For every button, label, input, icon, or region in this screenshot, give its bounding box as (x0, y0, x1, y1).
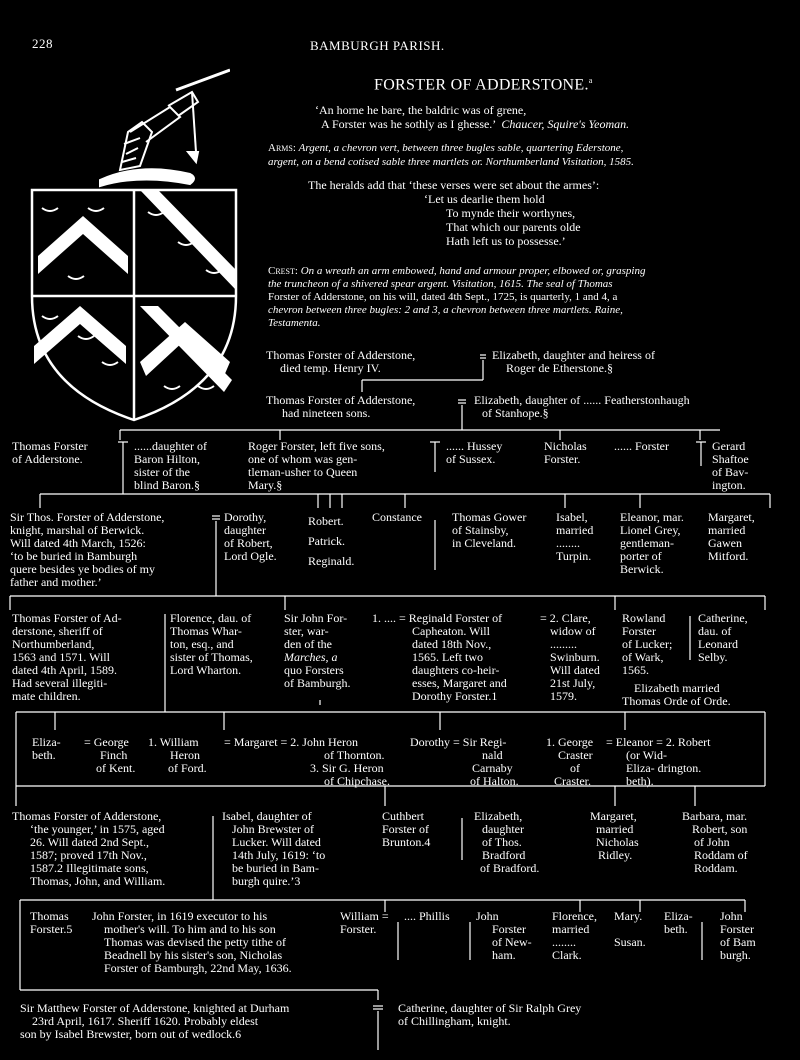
spouse-elizabeth-etherstone (492, 349, 655, 375)
entry-line: died temp. Henry IV. (280, 361, 381, 375)
entry-line: Eliza- (32, 735, 61, 749)
entry-line: porter of (620, 549, 662, 563)
entry-line: esses, Margaret and (412, 676, 507, 690)
entry-line: Forster (492, 922, 526, 936)
gen7-isabel-brewster (222, 810, 325, 888)
entry-line: Thomas Forster of Ad- (12, 611, 122, 625)
entry-line: dau. of (698, 624, 732, 638)
entry-line: = Eleanor = 2. Robert (606, 735, 711, 749)
entry-line: of (570, 761, 580, 775)
entry-line: of Stanhope.§ (482, 406, 549, 420)
entry-line: Reginald. (308, 554, 355, 568)
entry-line: ‘to be buried in Bamburgh (10, 549, 138, 563)
entry-line: 1565. (622, 663, 649, 677)
gen6-margaret-heron (224, 736, 390, 788)
entry-line: Elizabeth married (634, 681, 720, 695)
entry-line: Ridley. (598, 848, 633, 862)
entry-line: quo Forsters (284, 663, 344, 677)
verse-line: That which our parents olde (446, 220, 581, 234)
entry-line: of Lucker; (622, 637, 673, 651)
entry-line: of Adderstone. (12, 452, 83, 466)
entry-line: Forster.5 (30, 922, 73, 936)
entry-line: Catherine, (698, 611, 748, 625)
entry-line: 1. .... = Reginald Forster of (372, 611, 503, 625)
entry-line: Nicholas (544, 439, 587, 453)
gen5-clare (540, 612, 600, 703)
gen4-constance (372, 511, 422, 524)
entry-line: Dorothy, (224, 510, 267, 524)
entry-line: Forster. (340, 922, 377, 936)
entry-line: Roger Forster, left five sons, (248, 439, 385, 453)
entry-line: Cuthbert (382, 809, 424, 823)
gen6-dorothy-carnaby (410, 736, 519, 788)
entry-line: gentleman- (620, 536, 674, 550)
entry-line: Patrick. (308, 534, 345, 548)
entry-line: Sir John For- (284, 611, 348, 625)
entry-line: Roger de Etherstone.§ (506, 361, 613, 375)
entry-line: mate children. (12, 689, 81, 703)
entry-line: Thomas was devised the petty tithe of (104, 935, 286, 949)
entry-line: Lucker. Will dated (232, 835, 321, 849)
crest-line: Forster of Adderstone, on his will, dated 4th Sept., 1725, is quarterly, 1 and 4, a (268, 291, 618, 303)
entry-line: Will dated (550, 663, 600, 677)
gen7-margaret-ridley (590, 810, 639, 862)
person-thomas-forster-gen2 (266, 394, 415, 420)
arms-text: Argent, a chevron vert, between three bugles sable, quartering Ederstone, (298, 142, 624, 154)
entry-line: in Cleveland. (452, 536, 516, 550)
crest-line: chevron between three bugles: 2 and 3, a chevron between three martlets. Raine, (268, 304, 623, 316)
gen4-thomas-gower (452, 511, 526, 550)
entry-line: 1587.2 Illegitimate sons, (30, 861, 149, 875)
entry-line: one of whom was gen- (248, 452, 358, 466)
entry-line: Margaret, (708, 510, 755, 524)
entry-line: John (476, 909, 499, 923)
entry-line: Forster of (382, 822, 429, 836)
gen9-sir-matthew-forster (20, 1002, 289, 1041)
entry-line: knight, marshal of Berwick. (10, 523, 145, 537)
entry-line: father and mother.’ (10, 575, 102, 589)
entry-line: Elizabeth, daughter of ...... Featherstonhaugh (474, 393, 690, 407)
entry-line: John (720, 909, 743, 923)
entry-line: Had several illegiti- (12, 676, 108, 690)
entry-line: burgh. (720, 948, 751, 962)
page-number: 228 (32, 36, 53, 51)
entry-line: 23rd April, 1617. Sheriff 1620. Probably eldest (32, 1014, 259, 1028)
entry-line: den of the (284, 637, 332, 651)
entry-line: Isabel, (556, 510, 588, 524)
entry-line: = 2. Clare, (540, 611, 591, 625)
entry-line: Roddam. (694, 861, 738, 875)
gen4-dorothy-ogle (224, 511, 277, 563)
crest-line: the truncheon of a shivered spear argent. Visitation, 1615. The seal of Thomas (268, 278, 613, 290)
entry-line: nald (482, 748, 503, 762)
entry-line: be buried in Bam- (232, 861, 319, 875)
entry-line: 1565. Left two (412, 650, 483, 664)
crest-line: Testamenta. (268, 317, 321, 329)
title-text: FORSTER OF ADDERSTONE. (374, 76, 589, 94)
entry-line: Elizabeth, (474, 809, 523, 823)
entry-line: Margaret, (590, 809, 637, 823)
entry-line: daughters co-heir- (412, 663, 500, 677)
gen6-george-craster (546, 736, 593, 788)
entry-line: Craster (558, 748, 593, 762)
verse-line: ‘Let us dearlie them hold (424, 192, 545, 206)
entry-line: Dorothy Forster.1 (412, 689, 498, 703)
gen5-florence-wharton (170, 612, 253, 677)
entry-line: of Bam (720, 935, 756, 949)
gen7-elizabeth-bradford (474, 810, 539, 875)
entry-line: Mitford. (708, 549, 749, 563)
entry-line: Forster of Bamburgh, 22nd May, 1636. (104, 961, 292, 975)
entry-line: married (556, 523, 594, 537)
entry-line: Berwick. (620, 562, 664, 576)
title-footnote: a (588, 76, 593, 85)
crest-text: On a wreath an arm embowed, hand and armour proper, elbowed or, grasping (300, 265, 646, 277)
entry-line: of Chipchase. (324, 774, 390, 788)
entry-line: of Sussex. (446, 452, 496, 466)
entry-line: of Bradford. (480, 861, 540, 875)
entry-line: Thomas Forster (12, 439, 88, 453)
entry-line: Dorothy = Sir Regi- (410, 735, 507, 749)
entry-line: Thomas (30, 909, 69, 923)
gen5-catherine-selby (698, 612, 748, 664)
gen5-elizabeth-orde (622, 682, 731, 708)
entry-line: Florence, dau. of (170, 611, 252, 625)
gen4-eleanor (620, 511, 684, 576)
entry-line: 1579. (550, 689, 577, 703)
entry-line: ........ (556, 536, 580, 550)
entry-line: Clark. (552, 948, 582, 962)
entry-line: 14th July, 1619: ‘to (232, 848, 326, 862)
entry-line: dated 4th April, 1589. (12, 663, 117, 677)
gen8-john-forster-newham (476, 910, 532, 962)
entry-line: of Halton. (470, 774, 519, 788)
entry-line: daughter (224, 523, 266, 537)
entry-line: of Kent. (96, 761, 136, 775)
entry-line: Shaftoe (712, 452, 749, 466)
entry-line: Lord Wharton. (170, 663, 242, 677)
entry-line: of Thornton. (324, 748, 385, 762)
entry-line: Isabel, daughter of (222, 809, 312, 823)
heralds-intro: The heralds add that ‘these verses were set about the armes’: (308, 178, 600, 192)
entry-line: burgh quire.’3 (232, 874, 301, 888)
entry-line: Gerard (712, 439, 746, 453)
entry-line: Susan. (614, 935, 646, 949)
entry-line: Swinburn. (550, 650, 600, 664)
verse-line: To mynde their worthynes, (446, 206, 576, 220)
gen8-mary-susan (614, 910, 646, 949)
entry-line: Robert, son (692, 822, 748, 836)
entry-line: of Robert, (224, 536, 273, 550)
gen7-barbara-roddam (682, 810, 748, 875)
entry-line: of Bav- (712, 465, 749, 479)
entry-line: had nineteen sons. (282, 406, 371, 420)
gen6-william-heron (148, 736, 207, 775)
gen8-thomas-forster (30, 910, 72, 936)
entry-line: Mary. (614, 909, 643, 923)
entry-line: of Wark, (622, 650, 664, 664)
gen3-roger-forster (248, 440, 385, 492)
entry-line: of Stainsby, (452, 523, 509, 537)
entry-line: ......daughter of (134, 439, 207, 453)
entry-line: Eliza- drington. (626, 761, 702, 775)
entry-line: ...... Hussey (446, 439, 503, 453)
gen4-brothers (308, 511, 354, 571)
entry-line: Thomas Forster of Adderstone, (12, 809, 162, 823)
gen7-thomas-forster-younger (12, 810, 165, 888)
gen8-florence-clark (552, 910, 597, 962)
entry-line: quere besides ye bodies of my (10, 562, 155, 576)
gen5-rowland-forster (622, 612, 672, 677)
arms-label: Arms: (268, 142, 296, 154)
entry-line: Selby. (698, 650, 728, 664)
gen8-phillis (404, 910, 450, 923)
entry-line: Will dated 4th March, 1526: (10, 536, 146, 550)
gen5-sir-john-forster (284, 612, 350, 690)
gen8-elizabeth (664, 910, 693, 936)
entry-line: Robert. (308, 514, 344, 528)
entry-line: ster, war- (284, 624, 329, 638)
entry-line: Elizabeth, daughter and heiress of (492, 348, 655, 362)
verse-line: Hath left us to possesse.’ (446, 234, 566, 248)
gen5-thomas-forster-sheriff (12, 612, 122, 703)
entry-line: ‘the younger,’ in 1575, aged (30, 822, 165, 836)
entry-line: Thomas Gower (452, 510, 527, 524)
gen8-john-forster-bamburgh (720, 910, 756, 962)
entry-line: Sir Thos. Forster of Adderstone, (10, 510, 165, 524)
entry-line: of New- (492, 935, 532, 949)
entry-line: Thomas Forster of Adderstone, (266, 348, 416, 362)
entry-line: married (708, 523, 746, 537)
epigraph-source: Chaucer, Squire's Yeoman. (501, 117, 630, 131)
entry-line: derstone, sheriff of (12, 624, 103, 638)
entry-line: John Forster, in 1619 executor to his (92, 909, 268, 923)
entry-line: Thomas Orde of Orde. (622, 694, 731, 708)
entry-line: Catherine, daughter of Sir Ralph Grey (398, 1001, 582, 1015)
entry-line: of Thos. (482, 835, 522, 849)
entry-line: Eliza- (664, 909, 693, 923)
entry-line: Marches, a (284, 650, 338, 664)
entry-line: Baron Hilton, (134, 452, 200, 466)
entry-line: ington. (712, 478, 746, 492)
entry-line: Northumberland, (12, 637, 95, 651)
entry-line: = George (84, 735, 129, 749)
crest-label: Crest: (268, 265, 298, 277)
gen9-catherine-grey (398, 1002, 581, 1028)
gen3-gerard-shaftoe (712, 440, 749, 492)
gen3-forster (614, 440, 669, 453)
entry-line: Leonard (698, 637, 738, 651)
entry-line: Finch (100, 748, 128, 762)
spouse-elizabeth-featherstonhaugh (474, 394, 690, 420)
gen6-elizabeth (32, 736, 61, 762)
gen3-hussey (446, 440, 502, 466)
entry-line: Carnaby (472, 761, 513, 775)
entry-line: mother's will. To him and to his son (104, 922, 276, 936)
gen5-reginald-forster (372, 612, 507, 703)
entry-line: Eleanor, mar. (620, 510, 684, 524)
entry-line: daughter (482, 822, 524, 836)
entry-line: sister of Thomas, (170, 650, 253, 664)
entry-line: Capheaton. Will (412, 624, 490, 638)
entry-line: William = (340, 909, 389, 923)
running-head: BAMBURGH PARISH. (310, 38, 445, 53)
entry-line: 1563 and 1571. Will (12, 650, 110, 664)
gen6-george-finch (84, 736, 135, 775)
entry-line: beth. (664, 922, 688, 936)
entry-line: of John (694, 835, 730, 849)
entry-line: Beadnell by his sister's son, Nicholas (104, 948, 283, 962)
entry-line: ham. (492, 948, 516, 962)
entry-line: Mary.§ (248, 478, 283, 492)
entry-line: Bradford (482, 848, 526, 862)
entry-line: of Ford. (168, 761, 207, 775)
gen3-daughter-baron-hilton (134, 440, 207, 492)
entry-line: beth. (32, 748, 56, 762)
arms-line-2: argent, on a bend cotised sable three martlets or. Northumberland Visitation, 1585. (268, 156, 634, 168)
entry-line: Gawen (708, 536, 742, 550)
entry-line: sister of the (134, 465, 190, 479)
entry-line: Sir Matthew Forster of Adderstone, knighted at Durham (20, 1001, 290, 1015)
entry-line: 1587; proved 17th Nov., (30, 848, 147, 862)
gen6-eleanor-widdrington (606, 736, 711, 788)
gen4-margaret (708, 511, 755, 563)
entry-line: Roddam of (694, 848, 748, 862)
entry-line: married (596, 822, 634, 836)
entry-line: ......... (550, 637, 577, 651)
gen3-nicholas-forster (544, 440, 587, 466)
entry-line: 3. Sir G. Heron (310, 761, 384, 775)
entry-line: Craster. (554, 774, 591, 788)
entry-line: = Margaret = 2. John Heron (224, 735, 358, 749)
entry-line: married (552, 922, 590, 936)
entry-line: beth). (626, 774, 654, 788)
entry-line: son by Isabel Brewster, born out of wedlock.6 (20, 1027, 242, 1041)
entry-line: dated 18th Nov., (412, 637, 492, 651)
gen4-sir-thos-forster (10, 511, 164, 589)
entry-line: ........ (552, 935, 576, 949)
entry-line: (or Wid- (626, 748, 667, 762)
entry-line: Lionel Grey, (620, 523, 681, 537)
entry-line: Lord Ogle. (224, 549, 277, 563)
entry-line: Constance (372, 510, 422, 524)
gen3-thomas-forster (12, 440, 88, 466)
entry-line: blind Baron.§ (134, 478, 200, 492)
entry-line: Thomas Whar- (170, 624, 242, 638)
entry-line: Turpin. (556, 549, 592, 563)
entry-line: John Brewster of (232, 822, 314, 836)
entry-line: Thomas Forster of Adderstone, (266, 393, 416, 407)
entry-line: .... Phillis (404, 909, 450, 923)
gen7-cuthbert-forster (382, 810, 430, 849)
entry-line: ton, esq., and (170, 637, 234, 651)
entry-line: Florence, (552, 909, 597, 923)
entry-line: Heron (170, 748, 200, 762)
epigraph-line-1: ‘An horne he bare, the baldric was of grene, (315, 103, 527, 117)
entry-line: Brunton.4 (382, 835, 431, 849)
entry-line: Rowland (622, 611, 666, 625)
entry-line: Barbara, mar. (682, 809, 747, 823)
gen4-isabel (556, 511, 593, 563)
entry-line: ...... Forster (614, 439, 669, 453)
gen8-john-forster-executor (92, 910, 292, 975)
entry-line: Forster (720, 922, 754, 936)
entry-line: Nicholas (596, 835, 639, 849)
person-thomas-forster-gen1 (266, 349, 415, 375)
epigraph-text: A Forster was he sothly as I ghesse.’ (321, 117, 496, 131)
entry-line: Forster (622, 624, 656, 638)
entry-line: 26. Will dated 2nd Sept., (30, 835, 149, 849)
entry-line: widow of (550, 624, 596, 638)
entry-line: 21st July, (550, 676, 596, 690)
entry-line: tleman-usher to Queen (248, 465, 358, 479)
entry-line: 1. William (148, 735, 199, 749)
entry-line: Thomas, John, and William. (30, 874, 166, 888)
gen8-william-forster (340, 910, 389, 936)
entry-line: of Bamburgh. (284, 676, 351, 690)
entry-line: 1. George (546, 735, 594, 749)
entry-line: of Chillingham, knight. (398, 1014, 511, 1028)
entry-line: Forster. (544, 452, 581, 466)
